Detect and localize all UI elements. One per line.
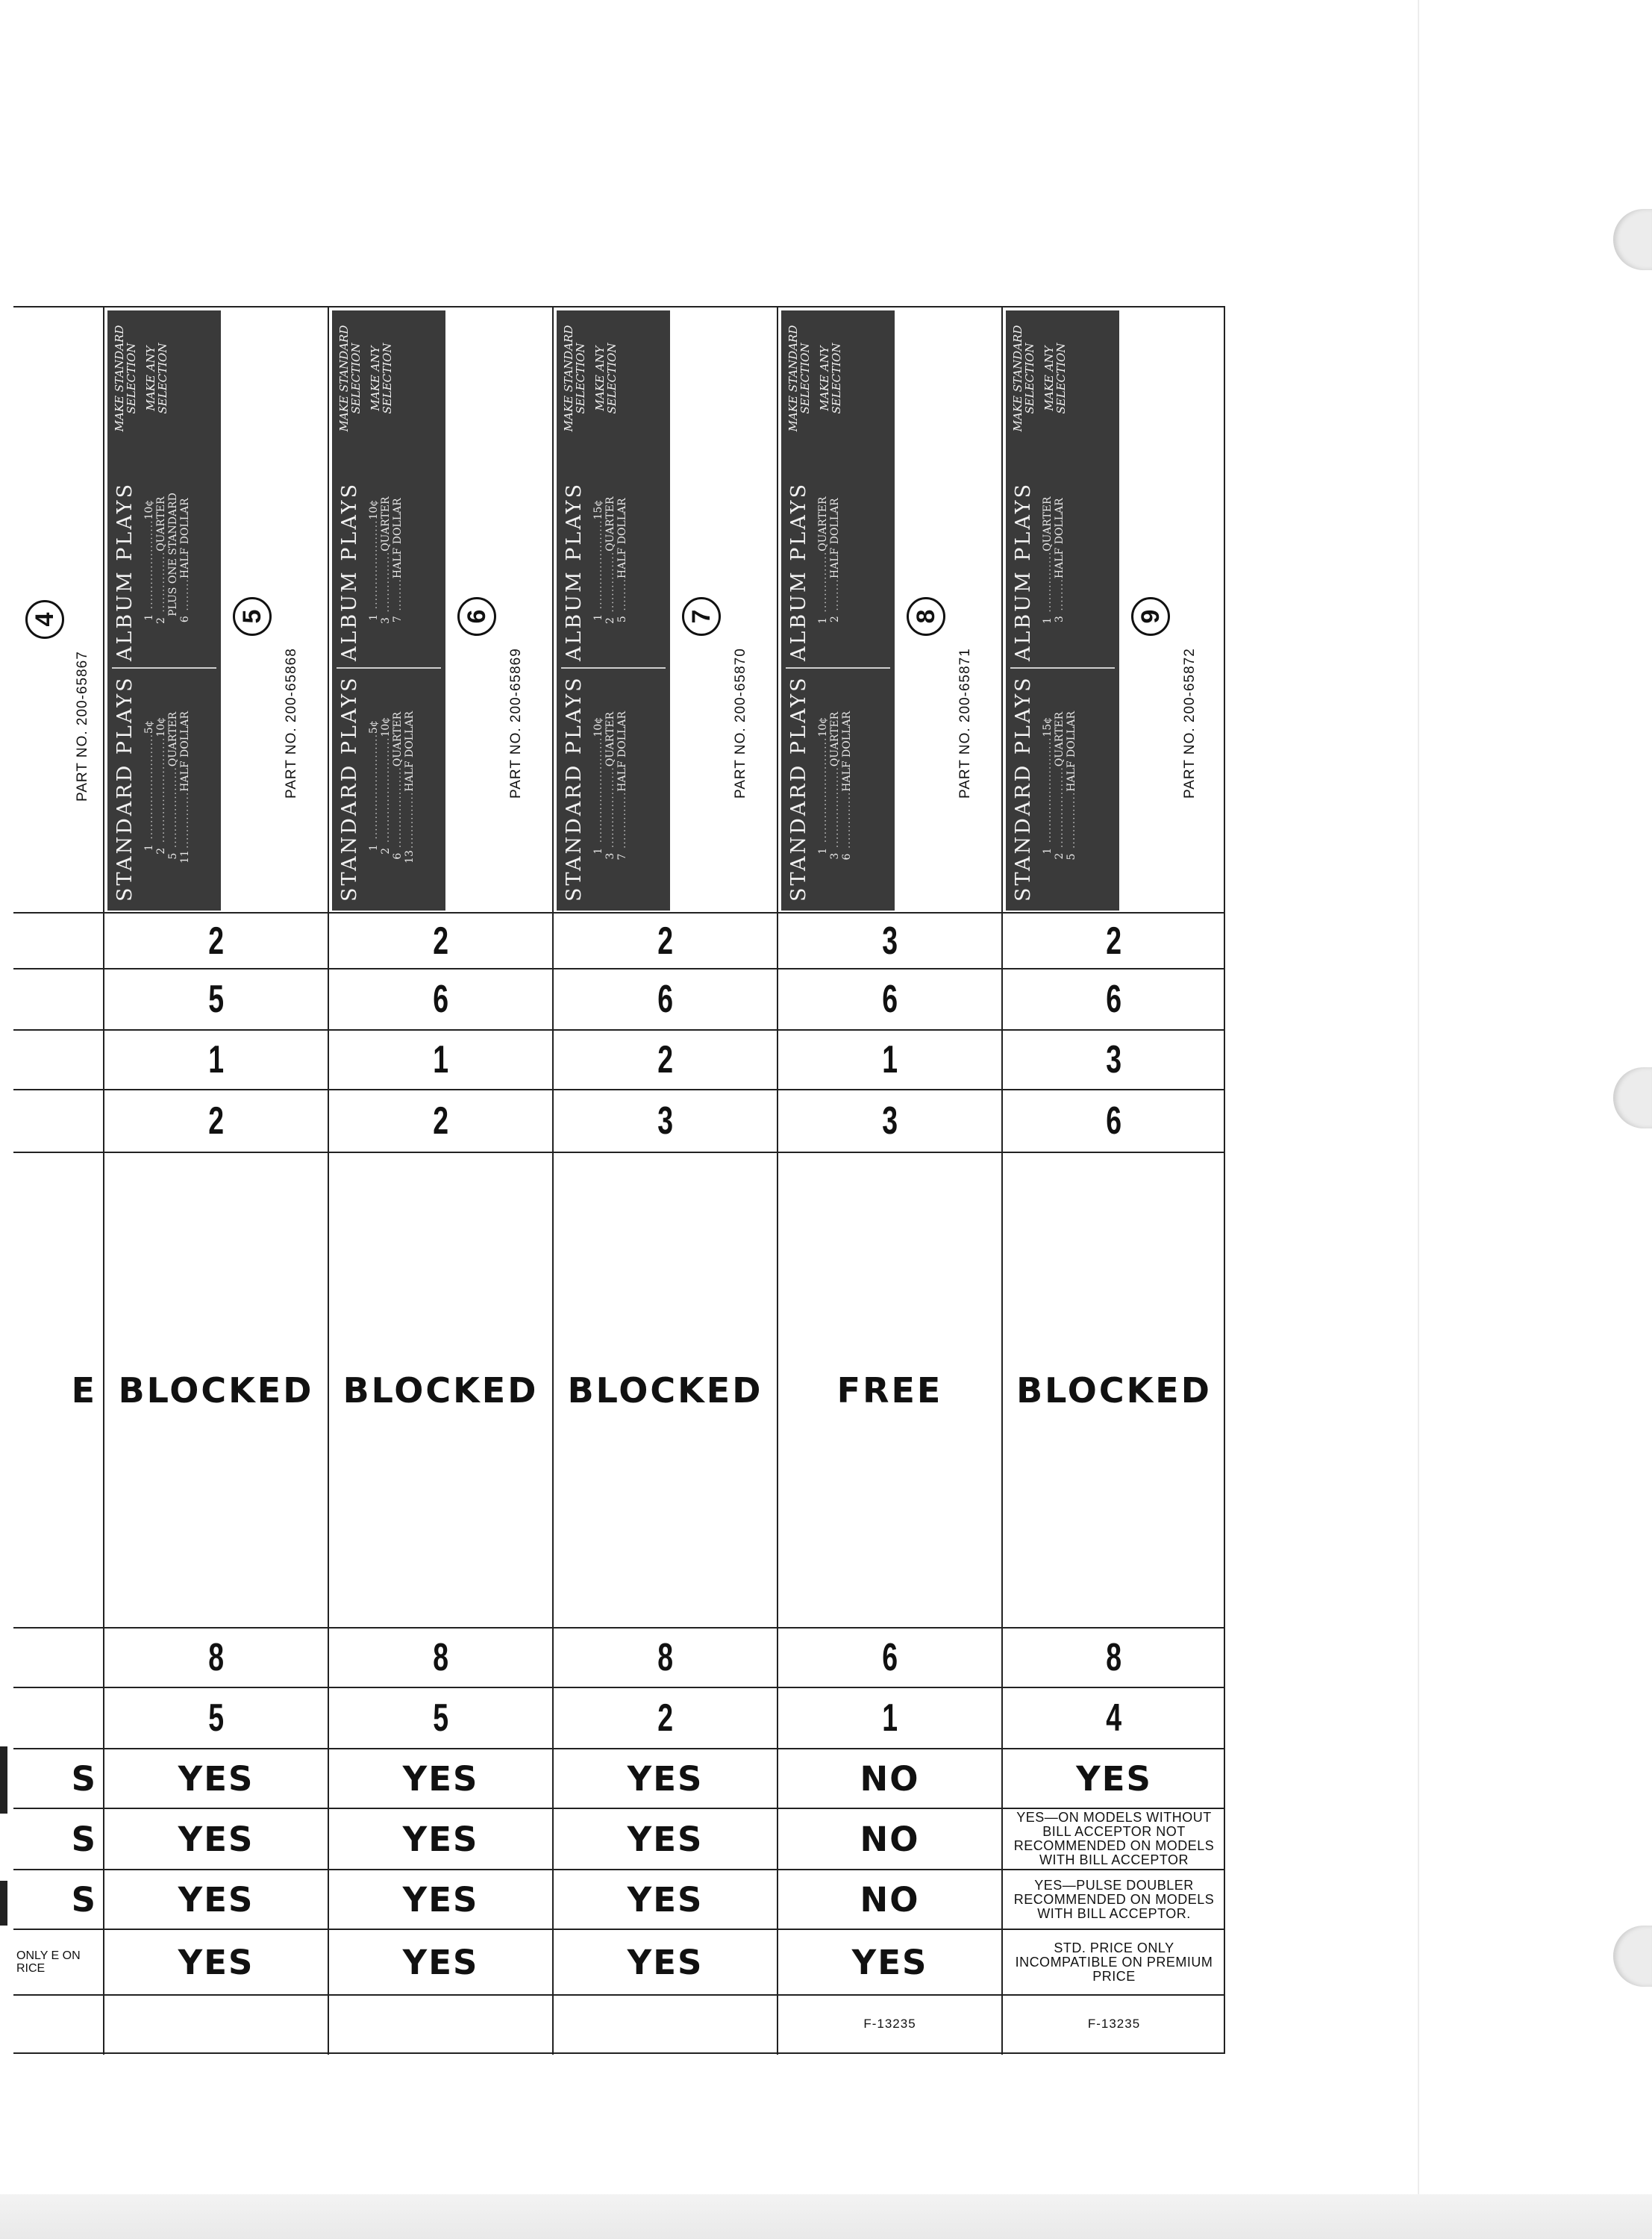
punch-hole: [1613, 209, 1652, 270]
plays-entry: 5........HALF DOLLAR: [616, 498, 628, 623]
table-cell: 6: [1003, 1090, 1225, 1153]
standard-plays-list: [817, 676, 853, 900]
column-number-badge: 7: [682, 597, 721, 636]
table-cell: YES: [554, 1809, 778, 1870]
partial-row-label: [13, 1090, 104, 1153]
pricing-strip: [107, 310, 221, 911]
table-cell: [329, 1996, 554, 2055]
album-plays-list: [368, 466, 404, 660]
table-cell: BLOCKED: [104, 1153, 329, 1628]
table-cell: 2: [329, 914, 554, 969]
table-cell: 6: [554, 969, 778, 1031]
column-number-badge: 5: [233, 597, 272, 636]
partial-row-label: [13, 1628, 104, 1688]
pricing-strip: [557, 310, 670, 911]
plays-entry: 1..........................10¢: [817, 716, 829, 855]
table-cell: 2: [329, 1090, 554, 1153]
plays-entry: 6....................QUARTER: [392, 711, 404, 860]
form-number: F-13235: [1087, 2017, 1141, 2031]
table-cell: YES: [1003, 1749, 1225, 1809]
plays-entry: 7........HALF DOLLAR: [392, 498, 404, 623]
table-cell: 3: [1003, 1031, 1225, 1090]
table-cell: YES: [554, 1870, 778, 1930]
table-cell: 4: [1003, 1688, 1225, 1749]
table-cell: 5: [104, 969, 329, 1031]
plays-entry: 3........HALF DOLLAR: [1054, 498, 1066, 623]
standard-plays-heading: STANDARD PLAYS: [1012, 675, 1035, 902]
plays-entry: 2..........................10¢: [380, 716, 392, 855]
table-cell: STD. PRICE ONLY INCOMPATIBLE ON PREMIUM PRICE: [1003, 1930, 1225, 1996]
table-cell: 2: [104, 1090, 329, 1153]
table-cell: 3: [778, 914, 1003, 969]
partial-row-label: [13, 969, 104, 1031]
table-cell: YES: [104, 1930, 329, 1996]
plays-entry: 2...............QUARTER: [155, 496, 167, 625]
table-cell: YES: [329, 1749, 554, 1809]
plays-entry: 2..........................10¢: [155, 716, 167, 855]
header-cell-col-9: [1003, 307, 1225, 914]
table-cell: 8: [329, 1628, 554, 1688]
plays-entry: 1...............QUARTER: [1042, 496, 1054, 625]
partial-row-label: [13, 1031, 104, 1090]
table-cell: YES—ON MODELS WITHOUT BILL ACCEPTOR NOT RECOMMENDED ON MODELS WITH BILL ACCEPTOR: [1003, 1809, 1225, 1870]
album-plays-list: [1042, 466, 1066, 660]
plays-entry: 2........HALF DOLLAR: [829, 498, 841, 623]
table-cell: 1: [778, 1031, 1003, 1090]
plays-entry: 1..........................15¢: [1042, 716, 1054, 855]
plays-entry: 3...............QUARTER: [380, 496, 392, 625]
album-plays-heading: ALBUM PLAYS: [563, 481, 586, 661]
pricing-strip: [1006, 310, 1119, 911]
part-number: PART NO. 200-65872: [1182, 648, 1198, 799]
table-cell: NO: [778, 1749, 1003, 1809]
part-number: PART NO. 200-65868: [284, 648, 299, 799]
column-number-badge: 9: [1131, 597, 1170, 636]
plays-entry: 3....................QUARTER: [604, 711, 616, 860]
part-number: PART NO. 200-65870: [733, 648, 748, 799]
table-cell: 6: [778, 969, 1003, 1031]
table-cell: YES: [554, 1930, 778, 1996]
form-number: F-13235: [863, 2017, 916, 2031]
column-number-badge: 6: [457, 597, 496, 636]
table-cell: BLOCKED: [1003, 1153, 1225, 1628]
partial-row-label: E: [13, 1153, 104, 1628]
form-number-cell: [778, 1996, 1003, 2055]
plays-entry: 6........HALF DOLLAR: [179, 498, 191, 623]
page-bottom-edge: [0, 2194, 1652, 2239]
album-plays-heading: ALBUM PLAYS: [787, 481, 810, 661]
plays-entry: 1..........................5¢: [368, 720, 380, 852]
plays-entry: 5....................QUARTER: [167, 711, 179, 860]
table-cell: 2: [554, 1688, 778, 1749]
punch-hole: [1613, 1926, 1652, 1987]
standard-plays-heading: STANDARD PLAYS: [787, 675, 810, 902]
header-cell-col-7: [554, 307, 778, 914]
partial-row-label: ONLY E ON RICE: [13, 1930, 104, 1996]
partial-row-label: S: [13, 1809, 104, 1870]
table-cell: NO: [778, 1809, 1003, 1870]
table-cell: YES: [104, 1749, 329, 1809]
plays-entry: 1...............QUARTER: [817, 496, 829, 625]
table-cell: BLOCKED: [554, 1153, 778, 1628]
table-cell: 6: [329, 969, 554, 1031]
table-cell: YES: [104, 1809, 329, 1870]
plays-entry: PLUS ONE STANDARD: [167, 493, 179, 616]
header-cell-col-6: [329, 307, 554, 914]
table-cell: 6: [1003, 969, 1225, 1031]
table-cell: BLOCKED: [329, 1153, 554, 1628]
table-cell: 3: [778, 1090, 1003, 1153]
part-number: PART NO. 200-65867: [75, 651, 90, 802]
plays-entry: 13..............HALF DOLLAR: [404, 711, 416, 864]
plays-entry: 1......................15¢: [592, 499, 604, 621]
table-cell: 2: [554, 914, 778, 969]
margin-mark: [0, 1881, 7, 1926]
standard-plays-list: [143, 676, 191, 900]
table-cell: 5: [104, 1688, 329, 1749]
pricing-strip: [781, 310, 895, 911]
table-cell: 5: [329, 1688, 554, 1749]
plays-entry: 5..............HALF DOLLAR: [1066, 711, 1077, 861]
table-cell: YES: [329, 1809, 554, 1870]
standard-plays-list: [368, 676, 416, 900]
pricing-strip: [332, 310, 445, 911]
album-plays-list: [592, 466, 628, 660]
margin-mark: [0, 1746, 7, 1814]
table-cell: YES: [329, 1870, 554, 1930]
plays-entry: 1......................10¢: [368, 499, 380, 621]
table-cell: 3: [554, 1090, 778, 1153]
plays-entry: 11..............HALF DOLLAR: [179, 711, 191, 864]
part-number: PART NO. 200-65871: [957, 648, 973, 799]
column-number-badge: 8: [907, 597, 945, 636]
selection-instructions: MAKE STANDARD SELECTION MAKE ANY SELECTION: [337, 325, 394, 432]
table-cell: FREE: [778, 1153, 1003, 1628]
album-plays-heading: ALBUM PLAYS: [1012, 481, 1035, 661]
selection-instructions: MAKE STANDARD SELECTION MAKE ANY SELECTION: [113, 325, 169, 432]
standard-plays-list: [1042, 676, 1077, 900]
table-cell: 8: [104, 1628, 329, 1688]
partial-row-label: S: [13, 1749, 104, 1809]
standard-plays-heading: STANDARD PLAYS: [338, 675, 361, 902]
table-cell: [554, 1996, 778, 2055]
plays-entry: 1..........................5¢: [143, 720, 155, 852]
table-cell: 8: [1003, 1628, 1225, 1688]
punch-hole: [1613, 1067, 1652, 1128]
table-cell: [104, 1996, 329, 2055]
table-cell: 8: [554, 1628, 778, 1688]
album-plays-heading: ALBUM PLAYS: [113, 481, 137, 661]
plays-entry: 6..............HALF DOLLAR: [841, 711, 853, 861]
standard-plays-heading: STANDARD PLAYS: [113, 675, 137, 902]
table-cell: YES—PULSE DOUBLER RECOMMENDED ON MODELS WITH BILL ACCEPTOR.: [1003, 1870, 1225, 1930]
partial-row-label: [13, 914, 104, 969]
selection-instructions: MAKE STANDARD SELECTION MAKE ANY SELECTION: [786, 325, 843, 432]
column-number-badge: 4: [25, 600, 64, 639]
header-cell-col-5: [104, 307, 329, 914]
form-number-cell: [1003, 1996, 1225, 2055]
standard-plays-list: [592, 676, 628, 900]
table-cell: YES: [778, 1930, 1003, 1996]
table-cell: NO: [778, 1870, 1003, 1930]
header-cell-col-8: [778, 307, 1003, 914]
album-plays-list: [143, 466, 191, 660]
table-cell: 2: [1003, 914, 1225, 969]
header-cell-col-4: [13, 307, 104, 914]
standard-plays-heading: STANDARD PLAYS: [563, 675, 586, 902]
table-cell: YES: [104, 1870, 329, 1930]
plays-entry: 2....................QUARTER: [1054, 711, 1066, 860]
table-cell: 6: [778, 1628, 1003, 1688]
table-cell: 1: [778, 1688, 1003, 1749]
plays-entry: 7..............HALF DOLLAR: [616, 711, 628, 861]
table-cell: 2: [104, 914, 329, 969]
pricing-chart-table: [13, 306, 1225, 2054]
paper-edge: [1418, 0, 1419, 2239]
album-plays-list: [817, 466, 841, 660]
plays-entry: 3....................QUARTER: [829, 711, 841, 860]
plays-entry: 2...............QUARTER: [604, 496, 616, 625]
selection-instructions: MAKE STANDARD SELECTION MAKE ANY SELECTION: [1011, 325, 1068, 432]
album-plays-heading: ALBUM PLAYS: [338, 481, 361, 661]
partial-row-label: [13, 1688, 104, 1749]
table-cell: 1: [329, 1031, 554, 1090]
part-number: PART NO. 200-65869: [508, 648, 524, 799]
table-cell: 2: [554, 1031, 778, 1090]
selection-instructions: MAKE STANDARD SELECTION MAKE ANY SELECTION: [562, 325, 619, 432]
partial-row-label: [13, 1996, 104, 2055]
table-cell: 1: [104, 1031, 329, 1090]
plays-entry: 1..........................10¢: [592, 716, 604, 855]
plays-entry: 1......................10¢: [143, 499, 155, 621]
table-cell: YES: [554, 1749, 778, 1809]
partial-row-label: S: [13, 1870, 104, 1930]
table-cell: YES: [329, 1930, 554, 1996]
